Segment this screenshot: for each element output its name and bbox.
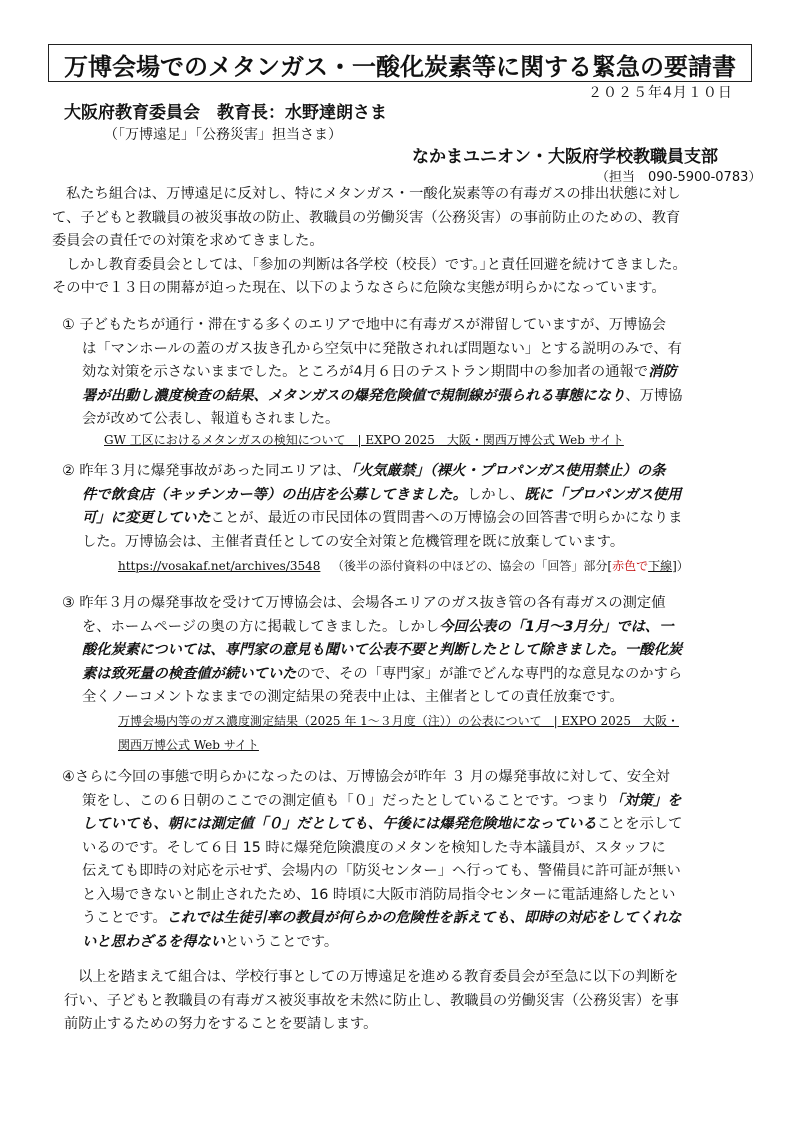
document-date: ２０２５年4月１０日 [588,85,733,101]
reference-2: https://vosakaf.net/archives/3548 （後半の添付資料の中ほどの、協会の「回答」部分[赤色で下線]） [118,559,689,573]
item-4: ④さらに今回の事態で明らかになったのは、万博協会が昨年 ３ 月の爆発事故に対して、安全対 策をし、この６日朝のここでの測定値も「０」だったとしていることです。つまり「対策」を していても、朝には測定値「０」だとしても、午後には爆発危険地になっていることを示して いるのです。そして６日 15 時に爆発危険濃度のメタンを検知した寺本議員が、スタッフに 伝えても即時の対応を示せず、会場内の「防災センター」へ行っても、警備員に許可証が無い と入場できないと制止されたため、16 時頃に大阪市消防局指令センターに電話連絡したとい うことです。これでは生徒引率の教員が何らかの危険性を訴えても、即時の対応をしてくれな いと思わざるを得ないということです。 [62,769,683,950]
item-2: ② 昨年３月に爆発事故があった同エリアは、「火気厳禁」（裸火・プロパンガス使用禁止）の条 件で飲食店（キッチンカー等）の出店を公募してきました。しかし、既に「プロパンガス使用 可」に変更していたことが、最近の市民団体の質問書への万博協会の回答書で明らかになりま した。万博協会は、主催者責任としての安全対策と危機管理を既に放棄しています。 [62,463,683,550]
item-1: ① 子どもたちが通行・滞在する多くのエリアで地中に有毒ガスが滞留していますが、万博協会 は「マンホールの蓋のガス抜き孔から空気中に発散されれば問題ない」とする説明のみで、有 効な対策を示さないままでした。ところが4月６日のテストラン期間中の参加者の通報で消防 署が出動し濃度検査の結果、メタンガスの爆発危険値で規制線が張られる事態になり、万博協 会が改めて公表し、報道もされました。 [62,317,683,427]
recipient-note: （「万博遠足」「公務災害」担当さま） [104,127,342,143]
reference-link-2[interactable]: https://vosakaf.net/archives/3548 [118,559,321,573]
reference-link-3a[interactable]: 万博会場内等のガス濃度測定結果（2025 年 1～３月度（注））の公表について | EXPO 2025 大阪・ [118,714,679,728]
reference-link-1[interactable]: GW 工区におけるメタンガスの検知について | EXPO 2025 大阪・関西万博公式 Web サイト [104,433,624,447]
reference-link-3b[interactable]: 関西万博公式 Web サイト [118,738,259,752]
sender-contact: （担当 090-5900-0783） [596,170,762,185]
recipient: 大阪府教育委員会 教育長：水野達朗さま [64,103,387,123]
closing-paragraph: 以上を踏まえて組合は、学校行事としての万博遠足を進める教育委員会が至急に以下の判断を 行い、子どもと教職員の有毒ガス被災事故を未然に防止し、教職員の労働災害（公務災害）を事 前防止するための努力をすることを要請します。 [64,969,679,1032]
intro-paragraph: 私たち組合は、万博遠足に反対し、特にメタンガス・一酸化炭素等の有毒ガスの排出状態に対し て、子どもと教職員の被災事故の防止、教職員の労働災害（公務災害）の事前防止のための、教育 委員会の責任での対策を求めてきました。 しかし教育委員会としては、｢参加の判断は各学校（校長）です。｣と責任回避を続けてきました。 その中で１３日の開幕が迫った現在、以下のようなさらに危険な実態が明らかになっています。 [52,186,687,296]
sender: なかまユニオン・大阪府学校教職員支部 [412,147,718,167]
item-3: ③ 昨年３月の爆発事故を受けて万博協会は、会場各エリアのガス抜き管の各有毒ガスの測定値 を、ホームページの奥の方に掲載してきました。しかし今回公表の「1月～3月分」では、一 酸化炭素については、専門家の意見も聞いて公表不要と判断したとして除きました。一酸化炭 素は致死量の検査値が続いていたので、その「専門家」が誰でどんな専門的な意見なのかすら 全くノーコメントなままでの測定結果の発表中止は、主催者としての責任放棄です。 [62,595,683,705]
page-title: 万博会場でのメタンガス・一酸化炭素等に関する緊急の要請書 [64,53,736,81]
